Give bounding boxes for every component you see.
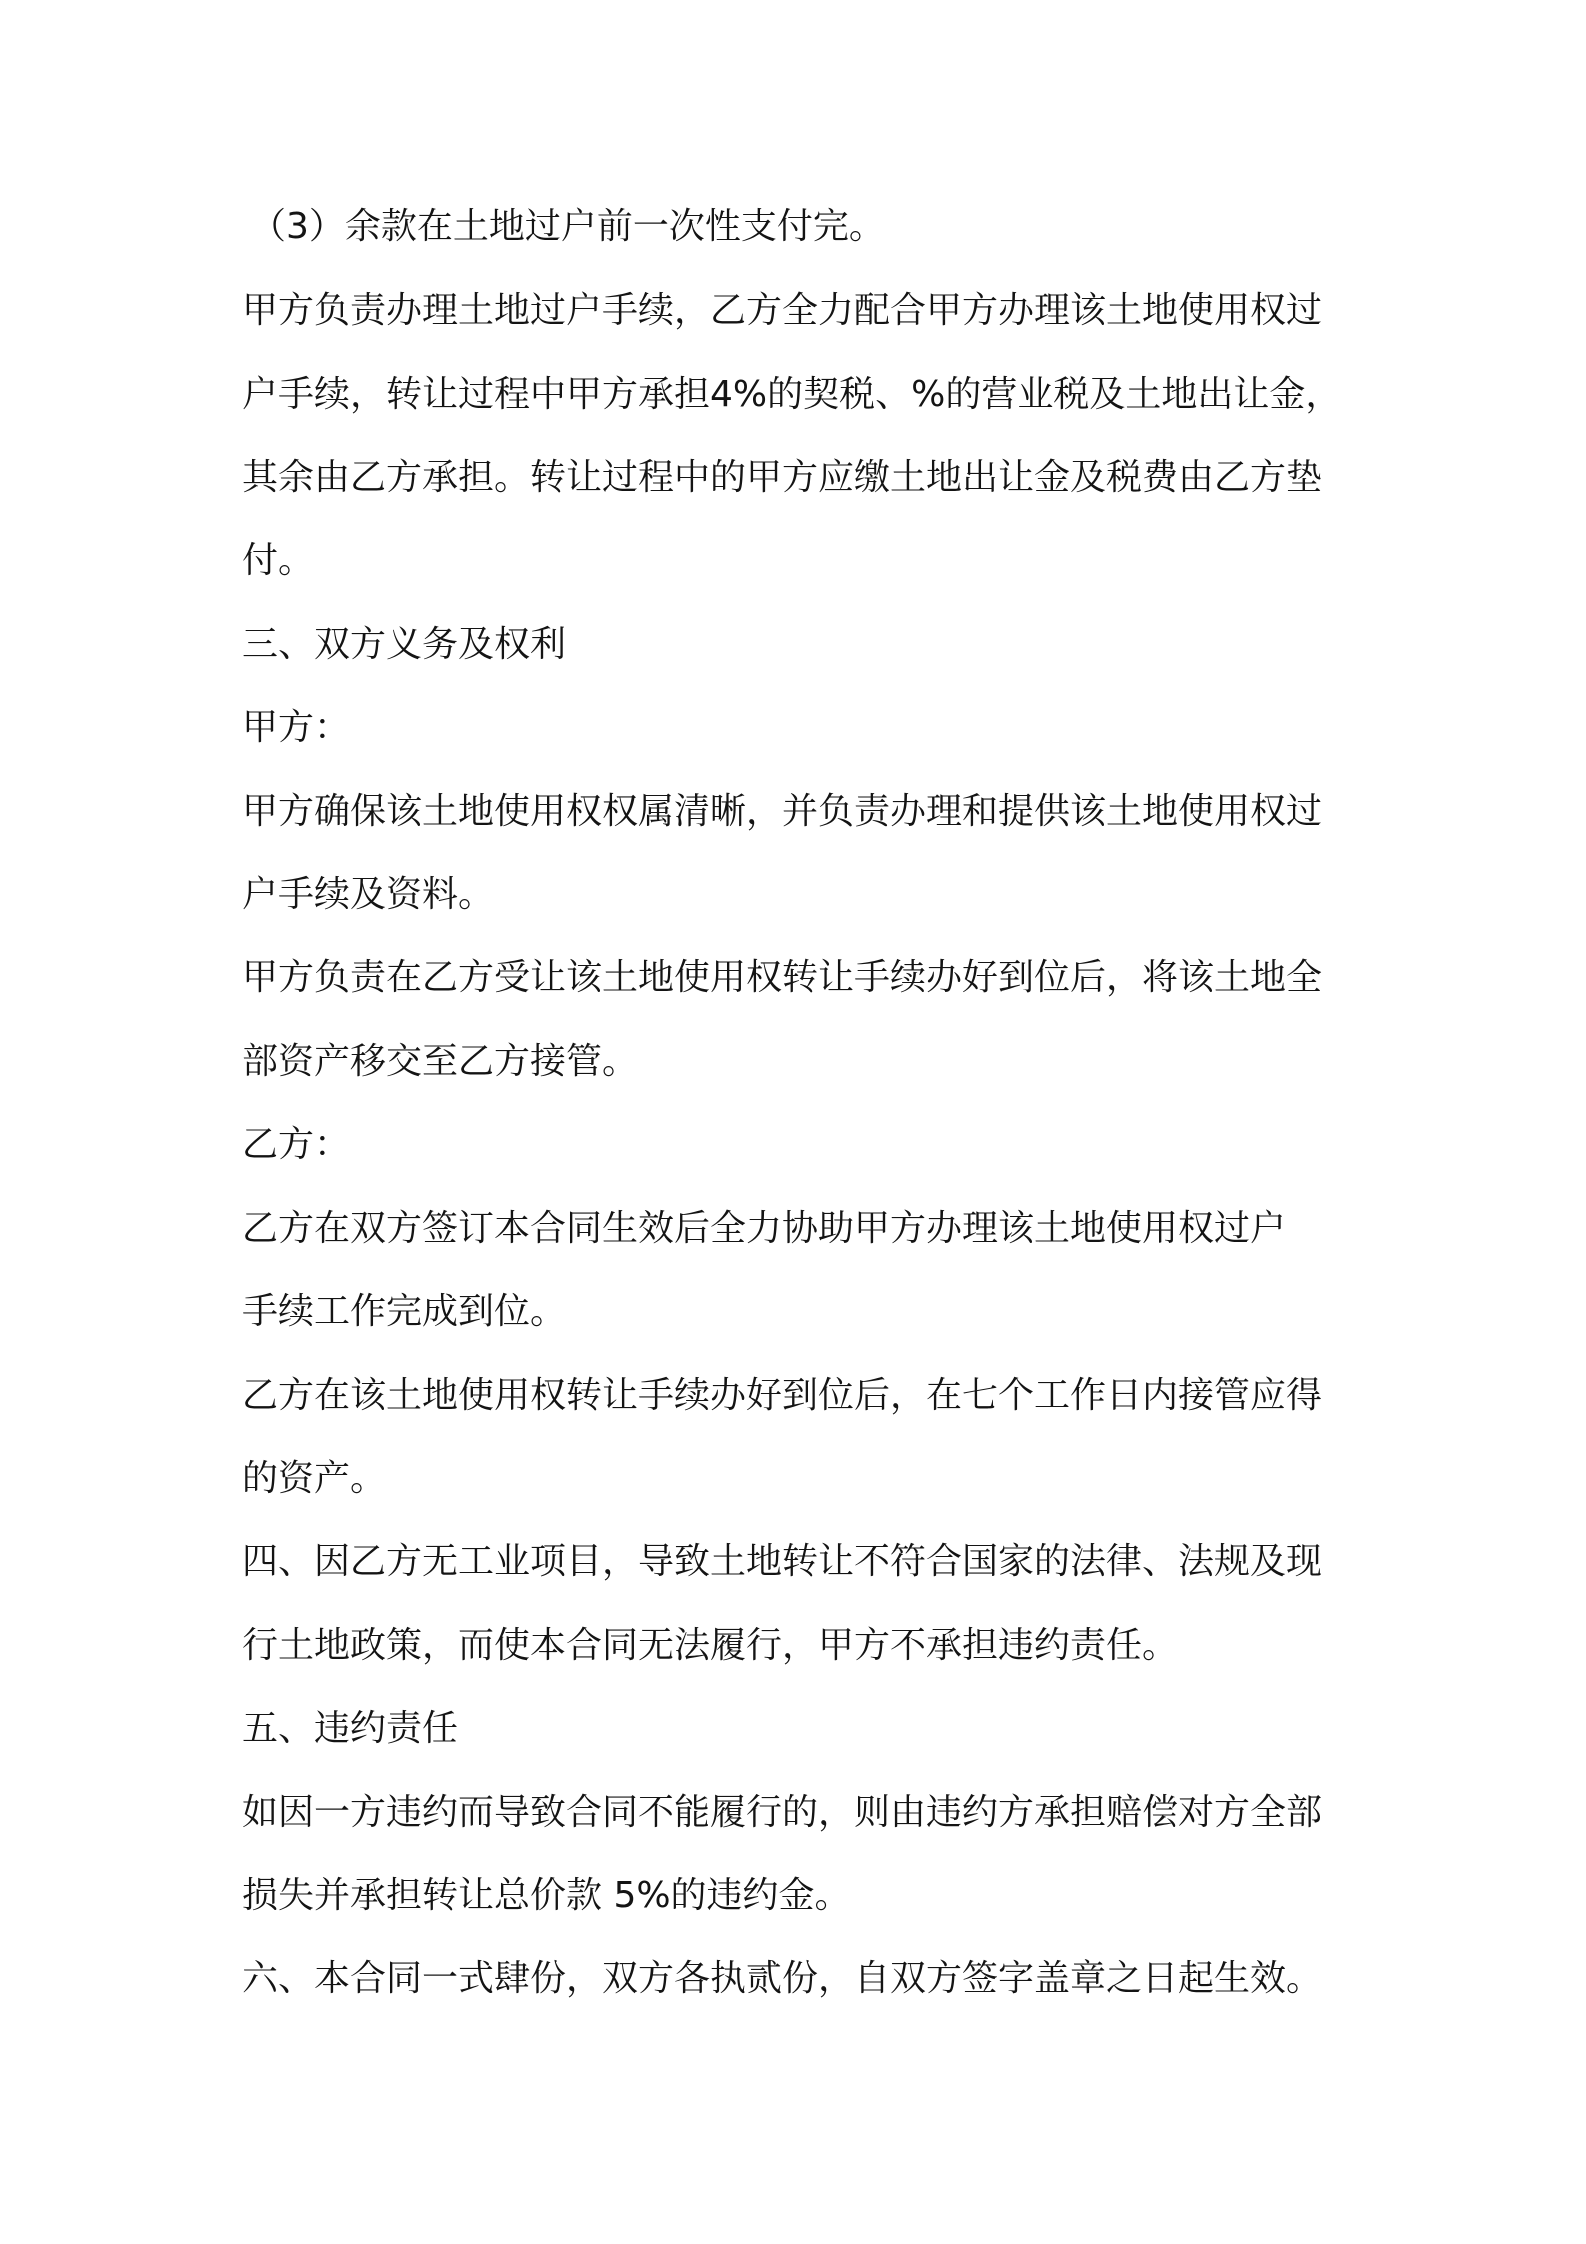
paragraph-line: 的资产。 [242,1458,387,1499]
paragraph-line: 乙方在双方签订本合同生效后全力协助甲方办理该土地使用权过户 [242,1208,1287,1249]
section-heading: 四、因乙方无工业项目，导致土地转让不符合国家的法律、法规及现 [242,1541,1323,1582]
paragraph-line: 户手续及资料。 [242,874,495,915]
party-label: 乙方： [242,1124,351,1165]
paragraph-line: 部资产移交至乙方接管。 [242,1041,639,1082]
paragraph-line: 付。 [242,540,315,581]
paragraph-line: 乙方在该土地使用权转让手续办好到位后，在七个工作日内接管应得 [242,1375,1323,1416]
section-heading: 五、违约责任 [242,1708,459,1749]
party-label: 甲方： [242,707,351,748]
section-heading: 六、本合同一式肆份，双方各执贰份，自双方签字盖章之日起生效。 [242,1958,1323,1999]
paragraph-line: 如因一方违约而导致合同不能履行的，则由违约方承担赔偿对方全部 [242,1792,1323,1833]
section-heading: 三、双方义务及权利 [242,624,567,665]
paragraph-line: 户手续，转让过程中甲方承担4%的契税、%的营业税及土地出让金， [242,374,1342,415]
paragraph-line: 甲方确保该土地使用权权属清晰，并负责办理和提供该土地使用权过 [242,791,1323,832]
paragraph-line: 甲方负责办理土地过户手续，乙方全力配合甲方办理该土地使用权过 [242,290,1323,331]
paragraph-line: 其余由乙方承担。转让过程中的甲方应缴土地出让金及税费由乙方垫 [242,457,1323,498]
paragraph-line: 甲方负责在乙方受让该土地使用权转让手续办好到位后，将该土地全 [242,957,1323,998]
paragraph-line: 损失并承担转让总价款 5%的违约金。 [242,1875,851,1916]
paragraph-line: 行土地政策，而使本合同无法履行，甲方不承担违约责任。 [242,1625,1179,1666]
paragraph-line: 手续工作完成到位。 [242,1291,567,1332]
paragraph-line: （3）余款在土地过户前一次性支付完。 [250,206,885,247]
